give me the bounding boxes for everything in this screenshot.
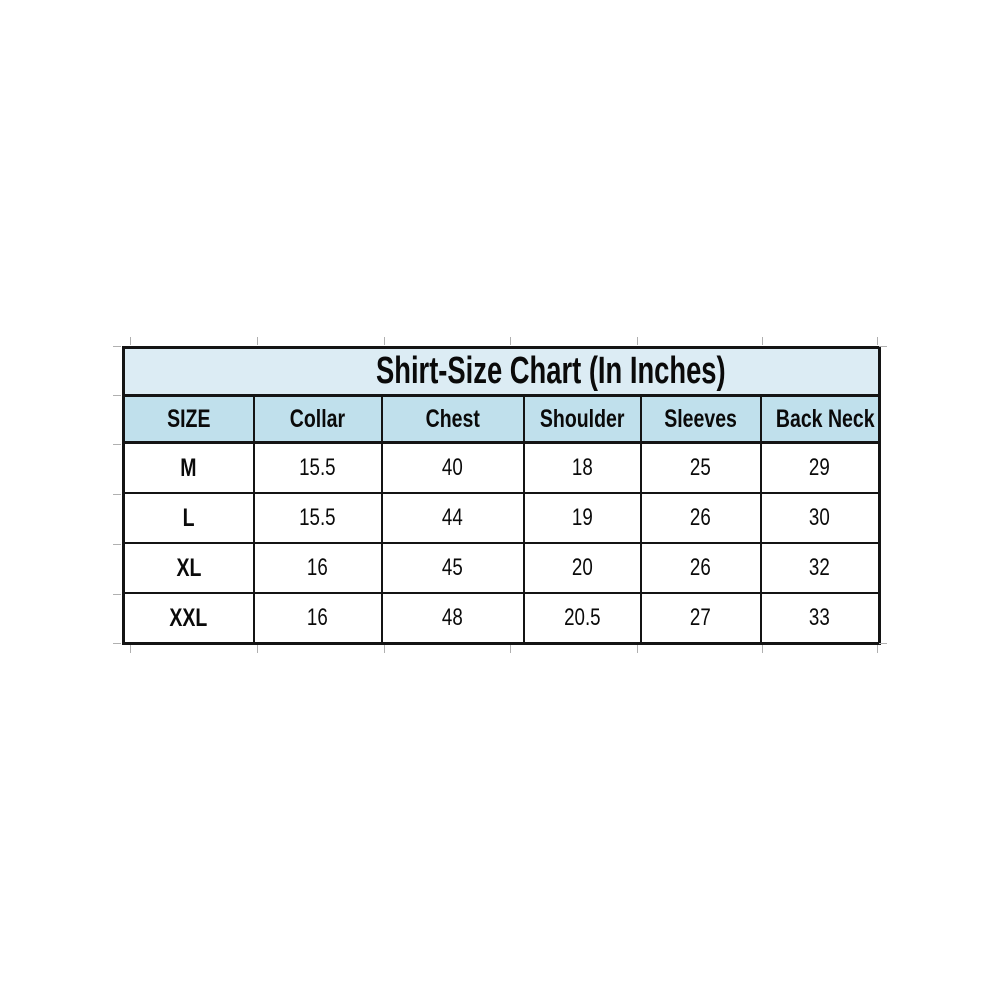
gridline-tick — [130, 645, 131, 653]
chest-value: 40 — [382, 443, 524, 494]
sleeves-value: 25 — [641, 443, 761, 494]
chest-value: 44 — [382, 493, 524, 543]
gridline-tick — [257, 337, 258, 345]
chest-value: 48 — [382, 593, 524, 644]
sleeves-value: 27 — [641, 593, 761, 644]
gridline-tick — [113, 643, 121, 644]
title-row — [124, 348, 880, 396]
gridline-tick — [113, 395, 121, 396]
shoulder-value: 20 — [524, 543, 641, 593]
gridline-tick — [510, 645, 511, 653]
table-row-xl — [124, 543, 880, 593]
shoulder-value: 20.5 — [524, 593, 641, 644]
gridline-tick — [762, 337, 763, 345]
col-header-collar: Collar — [254, 396, 382, 443]
collar-value: 16 — [254, 543, 382, 593]
collar-value: 15.5 — [254, 493, 382, 543]
collar-value: 16 — [254, 593, 382, 644]
gridline-tick — [637, 337, 638, 345]
table-row-m — [124, 443, 880, 494]
sleeves-value: 26 — [641, 543, 761, 593]
gridline-tick — [879, 643, 887, 644]
gridline-tick — [510, 337, 511, 345]
col-header-size: SIZE — [124, 396, 254, 443]
shoulder-value: 18 — [524, 443, 641, 494]
size-chart-table — [122, 346, 881, 645]
size-chart-region — [122, 346, 878, 644]
col-header-shoulder: Shoulder — [524, 396, 641, 443]
gridline-tick — [762, 645, 763, 653]
gridline-tick — [113, 594, 121, 595]
gridline-tick — [113, 346, 121, 347]
chart-title-cell — [124, 348, 880, 396]
chart-title: Shirt-Size Chart (In Inches) — [375, 350, 726, 392]
gridline-tick — [113, 544, 121, 545]
col-header-sleeves: Sleeves — [641, 396, 761, 443]
gridline-tick — [879, 346, 887, 347]
col-header-chest: Chest — [382, 396, 524, 443]
size-value: M — [124, 443, 254, 494]
table-row-l — [124, 493, 880, 543]
chest-value: 45 — [382, 543, 524, 593]
gridline-tick — [637, 645, 638, 653]
shoulder-value: 19 — [524, 493, 641, 543]
collar-value: 15.5 — [254, 443, 382, 494]
gridline-tick — [130, 337, 131, 345]
col-header-back-neck: Back Neck — [761, 396, 880, 443]
gridline-tick — [877, 645, 878, 653]
sleeves-value: 26 — [641, 493, 761, 543]
gridline-tick — [877, 337, 878, 345]
size-value: L — [124, 493, 254, 543]
gridline-tick — [113, 444, 121, 445]
header-row — [124, 396, 880, 443]
size-value: XXL — [124, 593, 254, 644]
gridline-tick — [384, 337, 385, 345]
back-neck-value: 33 — [761, 593, 880, 644]
gridline-tick — [257, 645, 258, 653]
back-neck-value: 30 — [761, 493, 880, 543]
table-row-xxl — [124, 593, 880, 644]
gridline-tick — [384, 645, 385, 653]
back-neck-value: 29 — [761, 443, 880, 494]
size-value: XL — [124, 543, 254, 593]
gridline-tick — [113, 494, 121, 495]
back-neck-value: 32 — [761, 543, 880, 593]
